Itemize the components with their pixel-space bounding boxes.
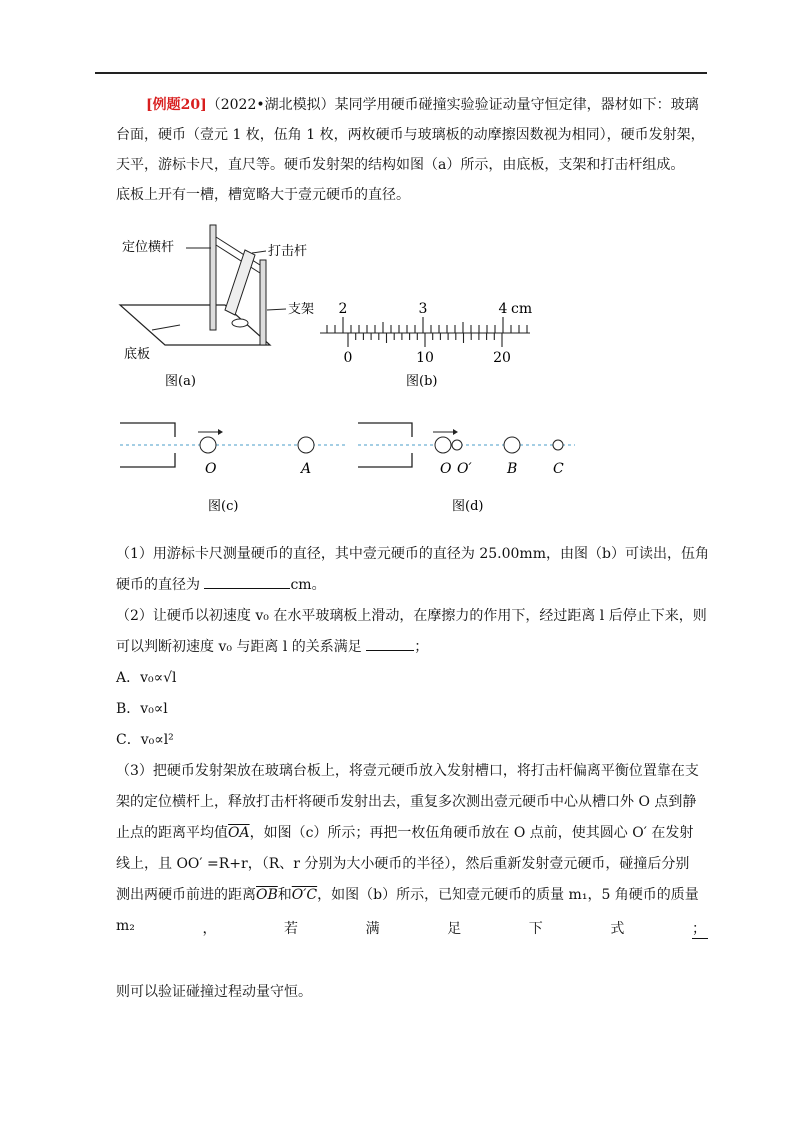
- fig-c-coin-a: [298, 437, 314, 453]
- fig-c-label-a: A: [301, 461, 312, 477]
- q3-m2: m₂: [116, 918, 135, 934]
- q3-oa-vector: $\overline{OA}$: [228, 825, 250, 841]
- fig-d-label-b: B: [507, 461, 518, 477]
- fig-b-scale: [320, 317, 530, 347]
- q3-line-6: [116, 918, 708, 939]
- q2-line-1: （2）让硬币以初速度 v₀ 在水平玻璃板上滑动，在摩擦力的作用下，经过距离 l 后停止下来，则: [116, 608, 707, 624]
- fig-a-caption: 图(a): [165, 374, 196, 389]
- q3-word: 若: [284, 921, 299, 937]
- q3-text-2: ，如图（c）所示；再把一枚伍角硬币放在 O 点前，使其圆心 O′ 在发射: [249, 825, 694, 841]
- fig-b-caption: 图(b): [406, 374, 438, 389]
- q2-text: 可以判断初速度 v₀ 与距离 l 的关系满足: [116, 639, 367, 655]
- fig-a-label-hammer: 打击杆: [268, 244, 308, 259]
- q3-line-4: 线上，且 OO′ =R+r，（R、r 分别为大小硬币的半径），然后重新发射壹元硬币，碰撞后分别: [116, 856, 690, 872]
- q1-line-1: （1）用游标卡尺测量硬币的直径，其中壹元硬币的直径为 25.00mm，由图（b）可读出，伍角: [116, 546, 709, 562]
- fig-b-main-tick-2: 2: [338, 301, 348, 317]
- fig-d-caption: 图(d): [452, 499, 484, 514]
- q3-word: 满: [365, 921, 380, 937]
- fig-a-leader-hammer: [252, 251, 266, 253]
- q3-text: 止点的距离平均值: [116, 825, 228, 841]
- q3-and: 和: [277, 887, 292, 903]
- fig-a-label-frame: 支架: [288, 302, 315, 317]
- fig-b-vernier-tick-20: 20: [493, 350, 511, 366]
- fig-a-label-base: 底板: [124, 347, 151, 362]
- q2-punct: ；: [414, 639, 429, 655]
- q3-line-7: 则可以验证碰撞过程动量守恒。: [116, 984, 312, 1000]
- q3-word: 下: [528, 921, 543, 937]
- q3-line-3: [116, 826, 693, 840]
- fig-c-caption: 图(c): [208, 499, 239, 514]
- q3-line-2: 架的定位横杆上，释放打击杆将硬币发射出去，重复多次测出壹元硬币中心从槽口外 O 点到静: [116, 794, 697, 810]
- fig-d-coin-c: [553, 440, 563, 450]
- intro-line-3: 天平，游标卡尺，直尺等。硬币发射架的结构如图（a）所示，由底板，支架和打击杆组成。: [116, 157, 685, 173]
- intro-line-4: 底板上开有一槽，槽宽略大于壹元硬币的直径。: [116, 187, 410, 203]
- header-rule: [95, 72, 707, 74]
- q3-word: 式: [610, 921, 625, 937]
- fig-b-main-tick-3: 3: [418, 301, 428, 317]
- fig-c-coin-o: [200, 437, 216, 453]
- example-tag: [例题20]: [146, 97, 207, 113]
- fig-a-label-rod: 定位横杆: [122, 240, 175, 255]
- fig-d-coin-o2: [452, 440, 462, 450]
- intro-text: 某同学用硬币碰撞实验验证动量守恒定律，器材如下：玻璃: [334, 97, 699, 113]
- fig-a-leader-frame: [267, 309, 286, 310]
- q3-word: ，: [202, 921, 217, 937]
- intro-line-2: 台面，硬币（壹元 1 枚，伍角 1 枚，两枚硬币与玻璃板的动摩擦因数视为相同），硬币发射架，: [116, 127, 705, 143]
- q2-option-a: A．v₀∝√l: [116, 670, 177, 686]
- fig-d-coin-b: [504, 437, 520, 453]
- q2-answer-blank[interactable]: [366, 650, 414, 651]
- q2-option-b: B．v₀∝l: [116, 701, 168, 717]
- fig-b-vernier-tick-10: 10: [416, 350, 434, 366]
- q3-text-3: 测出两硬币前进的距离: [116, 887, 256, 903]
- q1-unit: cm。: [290, 577, 326, 593]
- q3-word: 足: [447, 921, 462, 937]
- q3-line-5: [116, 888, 699, 902]
- q3-oc-vector: O′C: [291, 887, 318, 903]
- q3-line-1: （3）把硬币发射架放在玻璃台板上，将壹元硬币放入发射槽口，将打击杆偏离平衡位置靠在支: [116, 763, 699, 779]
- q2-line-2: [116, 640, 428, 654]
- fig-c-label-o: O: [205, 461, 217, 477]
- figures: [110, 215, 610, 525]
- fig-b-vernier-tick-0: 0: [343, 350, 353, 366]
- q1-line-2: [116, 578, 326, 592]
- q1-text: 硬币的直径为: [116, 577, 205, 593]
- q3-text-4: ，如图（b）所示，已知壹元硬币的质量 m₁，5 角硬币的质量: [317, 887, 699, 903]
- fig-b-unit: cm: [511, 301, 533, 317]
- fig-d-label-o: O: [440, 461, 452, 477]
- fig-c-track: [120, 423, 345, 467]
- fig-b-main-tick-4: 4: [498, 301, 508, 317]
- source-label: （2022•湖北模拟）: [206, 97, 335, 113]
- q1-answer-blank[interactable]: [204, 588, 290, 589]
- q2-option-c: C．v₀∝l²: [116, 732, 174, 748]
- fig-d-label-c: C: [553, 461, 564, 477]
- q3-answer-blank[interactable]: ；: [692, 918, 708, 939]
- fig-d-coin-o: [435, 437, 451, 453]
- intro-line-1: [146, 98, 699, 112]
- fig-d-label-o2: O′: [457, 461, 472, 477]
- q3-ob-vector: $\overline{OB}$: [256, 887, 278, 903]
